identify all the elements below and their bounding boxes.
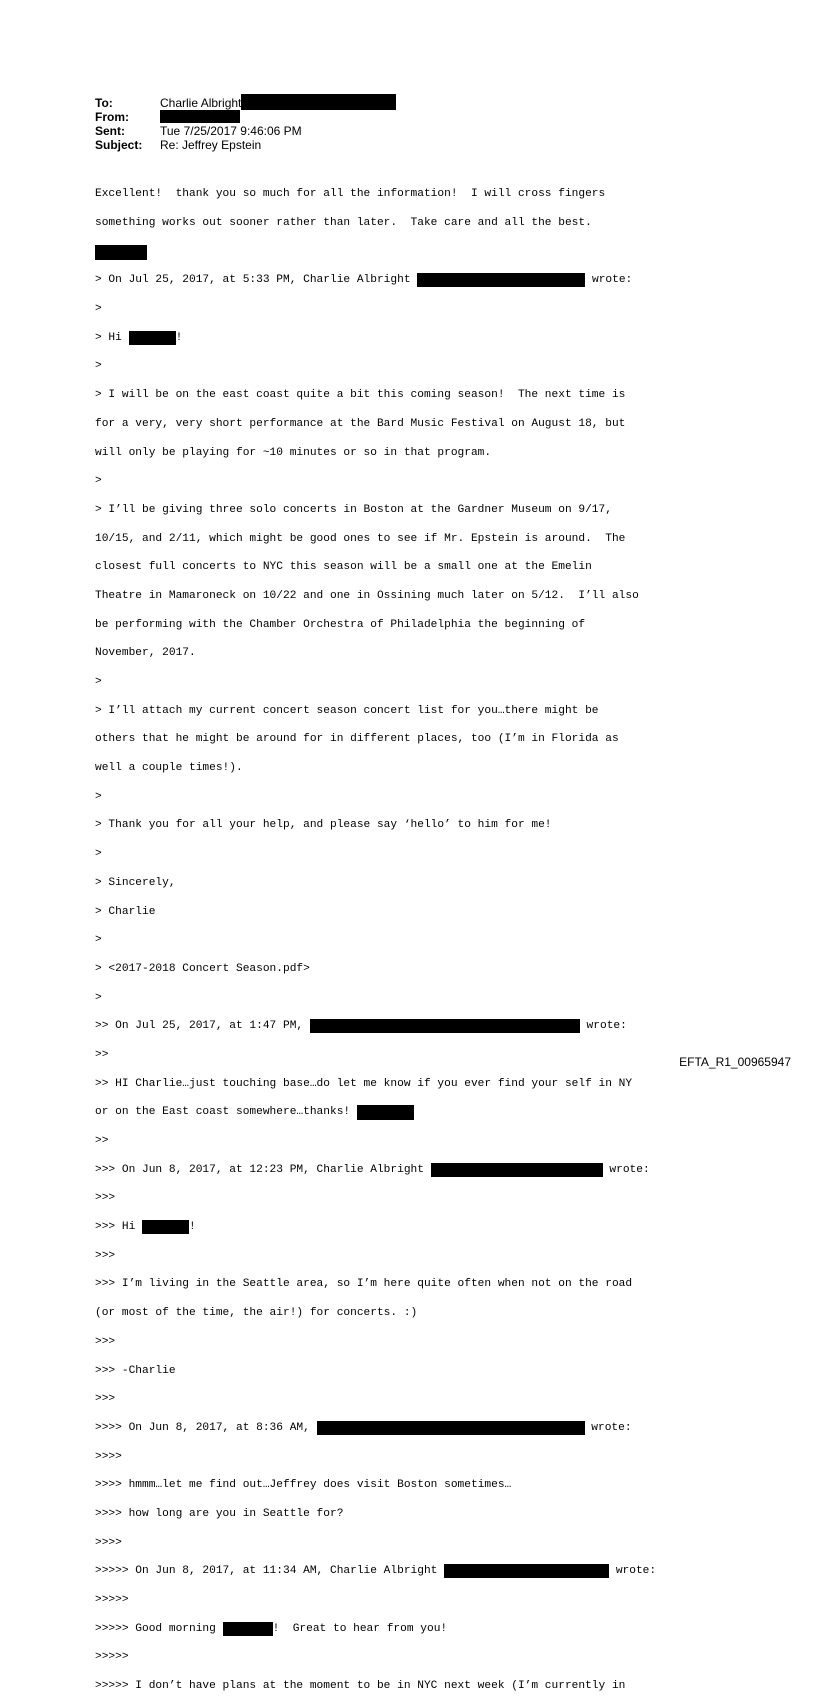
body-line: > <box>95 848 102 861</box>
quote-text: >> On Jul 25, 2017, at 1:47 PM, <box>95 1020 310 1033</box>
body-line: > Charlie <box>95 905 156 918</box>
body-line: >> <box>95 1048 109 1061</box>
redaction-bar <box>241 94 396 110</box>
quote-text: > On Jul 25, 2017, at 5:33 PM, Charlie Albright <box>95 274 418 287</box>
redaction-bar <box>444 1564 609 1578</box>
subject-value: Re: Jeffrey Epstein <box>160 138 262 152</box>
sent-label: Sent: <box>95 124 125 138</box>
body-line: Theatre in Mamaroneck on 10/22 and one in Ossining much later on 5/12. I’ll also <box>95 589 639 602</box>
redaction-bar <box>142 1220 189 1234</box>
body-line: Excellent! thank you so much for all the information! I will cross fingers <box>95 188 606 201</box>
body-line: for a very, very short performance at the Bard Music Festival on August 18, but <box>95 417 626 430</box>
redaction-bar <box>417 273 585 287</box>
quote-text: ! <box>175 331 183 344</box>
quote-text: >>> On Jun 8, 2017, at 12:23 PM, Charlie Albright <box>95 1163 431 1176</box>
to-name: Charlie Albright <box>160 96 242 110</box>
body-line: > I’ll attach my current concert season concert list for you…there might be <box>95 704 599 717</box>
from-value <box>160 110 240 124</box>
body-line <box>95 1019 656 1033</box>
body-line <box>95 1163 656 1177</box>
body-line: >>> <box>95 1192 116 1205</box>
body-line: something works out sooner rather than later. Take care and all the best. <box>95 217 592 230</box>
body-line <box>95 1220 656 1234</box>
quote-text: ! Great to hear from you! <box>272 1622 448 1635</box>
body-line: will only be playing for ~10 minutes or so in that program. <box>95 446 492 459</box>
body-line: >>>>> <box>95 1651 129 1664</box>
body-line: > I will be on the east coast quite a bit this coming season! The next time is <box>95 389 626 402</box>
quote-text: or on the East coast somewhere…thanks! <box>95 1106 357 1119</box>
body-line: > Sincerely, <box>95 876 176 889</box>
body-line: >>>> <box>95 1450 122 1463</box>
body-line: closest full concerts to NYC this season will be a small one at the Emelin <box>95 561 592 574</box>
subject-label: Subject: <box>95 138 143 152</box>
email-body <box>95 173 656 1708</box>
body-line: >>>>> I don’t have plans at the moment to be in NYC next week (I’m currently in <box>95 1680 626 1693</box>
redaction-bar <box>317 1421 585 1435</box>
body-line <box>95 1105 656 1119</box>
body-line: >>> <box>95 1393 116 1406</box>
body-line: >>>> <box>95 1536 122 1549</box>
redaction-bar <box>95 245 147 260</box>
quote-text: wrote: <box>602 1163 650 1176</box>
to-label: To: <box>95 96 113 110</box>
quote-text: >>>> On Jun 8, 2017, at 8:36 AM, <box>95 1421 317 1434</box>
body-line: > Thank you for all your help, and please say ‘hello’ to him for me! <box>95 819 552 832</box>
redaction-bar <box>129 331 176 345</box>
document-id: EFTA_R1_00965947 <box>679 1055 791 1069</box>
body-line: > <box>95 934 102 947</box>
body-line <box>95 331 656 345</box>
quote-text: wrote: <box>585 274 633 287</box>
body-line: >> <box>95 1135 109 1148</box>
body-line: > <box>95 360 102 373</box>
body-line <box>95 1622 656 1636</box>
body-line: >>>> how long are you in Seattle for? <box>95 1507 344 1520</box>
quote-text: >>>>> Good morning <box>95 1622 223 1635</box>
body-line <box>95 1421 656 1435</box>
body-line: others that he might be around for in different places, too (I’m in Florida as <box>95 733 619 746</box>
body-line: (or most of the time, the air!) for concerts. :) <box>95 1307 418 1320</box>
body-line: >>>> hmmm…let me find out…Jeffrey does visit Boston sometimes… <box>95 1479 512 1492</box>
redaction-bar <box>357 1105 414 1120</box>
body-line: >>> I’m living in the Seattle area, so I’m here quite often when not on the road <box>95 1278 633 1291</box>
quote-text: >>>>> On Jun 8, 2017, at 11:34 AM, Charlie Albright <box>95 1565 445 1578</box>
body-line: > <box>95 676 102 689</box>
body-line: > <box>95 991 102 1004</box>
body-line: > I’ll be giving three solo concerts in Boston at the Gardner Museum on 9/17, <box>95 503 612 516</box>
body-line: >>> -Charlie <box>95 1364 176 1377</box>
redaction-bar <box>431 1163 603 1177</box>
sent-value: Tue 7/25/2017 9:46:06 PM <box>160 124 302 138</box>
quote-text: wrote: <box>584 1421 632 1434</box>
quote-text: > Hi <box>95 331 129 344</box>
redaction-bar <box>310 1019 580 1033</box>
body-line: > <box>95 303 102 316</box>
body-line: November, 2017. <box>95 647 196 660</box>
body-line: well a couple times!). <box>95 762 243 775</box>
redaction-bar <box>160 110 240 123</box>
signature-line <box>95 245 656 259</box>
from-label: From: <box>95 110 129 124</box>
body-line: > <box>95 790 102 803</box>
body-line: > <box>95 475 102 488</box>
quote-text: >>> Hi <box>95 1221 142 1234</box>
body-line: be performing with the Chamber Orchestra of Philadelphia the beginning of <box>95 618 586 631</box>
quote-text: ! <box>189 1221 196 1234</box>
body-line <box>95 1564 656 1578</box>
body-line: >> HI Charlie…just touching base…do let me know if you ever find your self in NY <box>95 1077 633 1090</box>
body-line: >>>>> <box>95 1594 129 1607</box>
body-line: >>> <box>95 1335 116 1348</box>
quote-text: wrote: <box>579 1020 627 1033</box>
to-value <box>160 96 396 110</box>
body-line <box>95 273 656 287</box>
body-line: 10/15, and 2/11, which might be good ones to see if Mr. Epstein is around. The <box>95 532 626 545</box>
attachment-line: > <2017-2018 Concert Season.pdf> <box>95 962 310 975</box>
body-line: >>> <box>95 1249 116 1262</box>
quote-text: wrote: <box>609 1565 657 1578</box>
redaction-bar <box>223 1622 273 1636</box>
